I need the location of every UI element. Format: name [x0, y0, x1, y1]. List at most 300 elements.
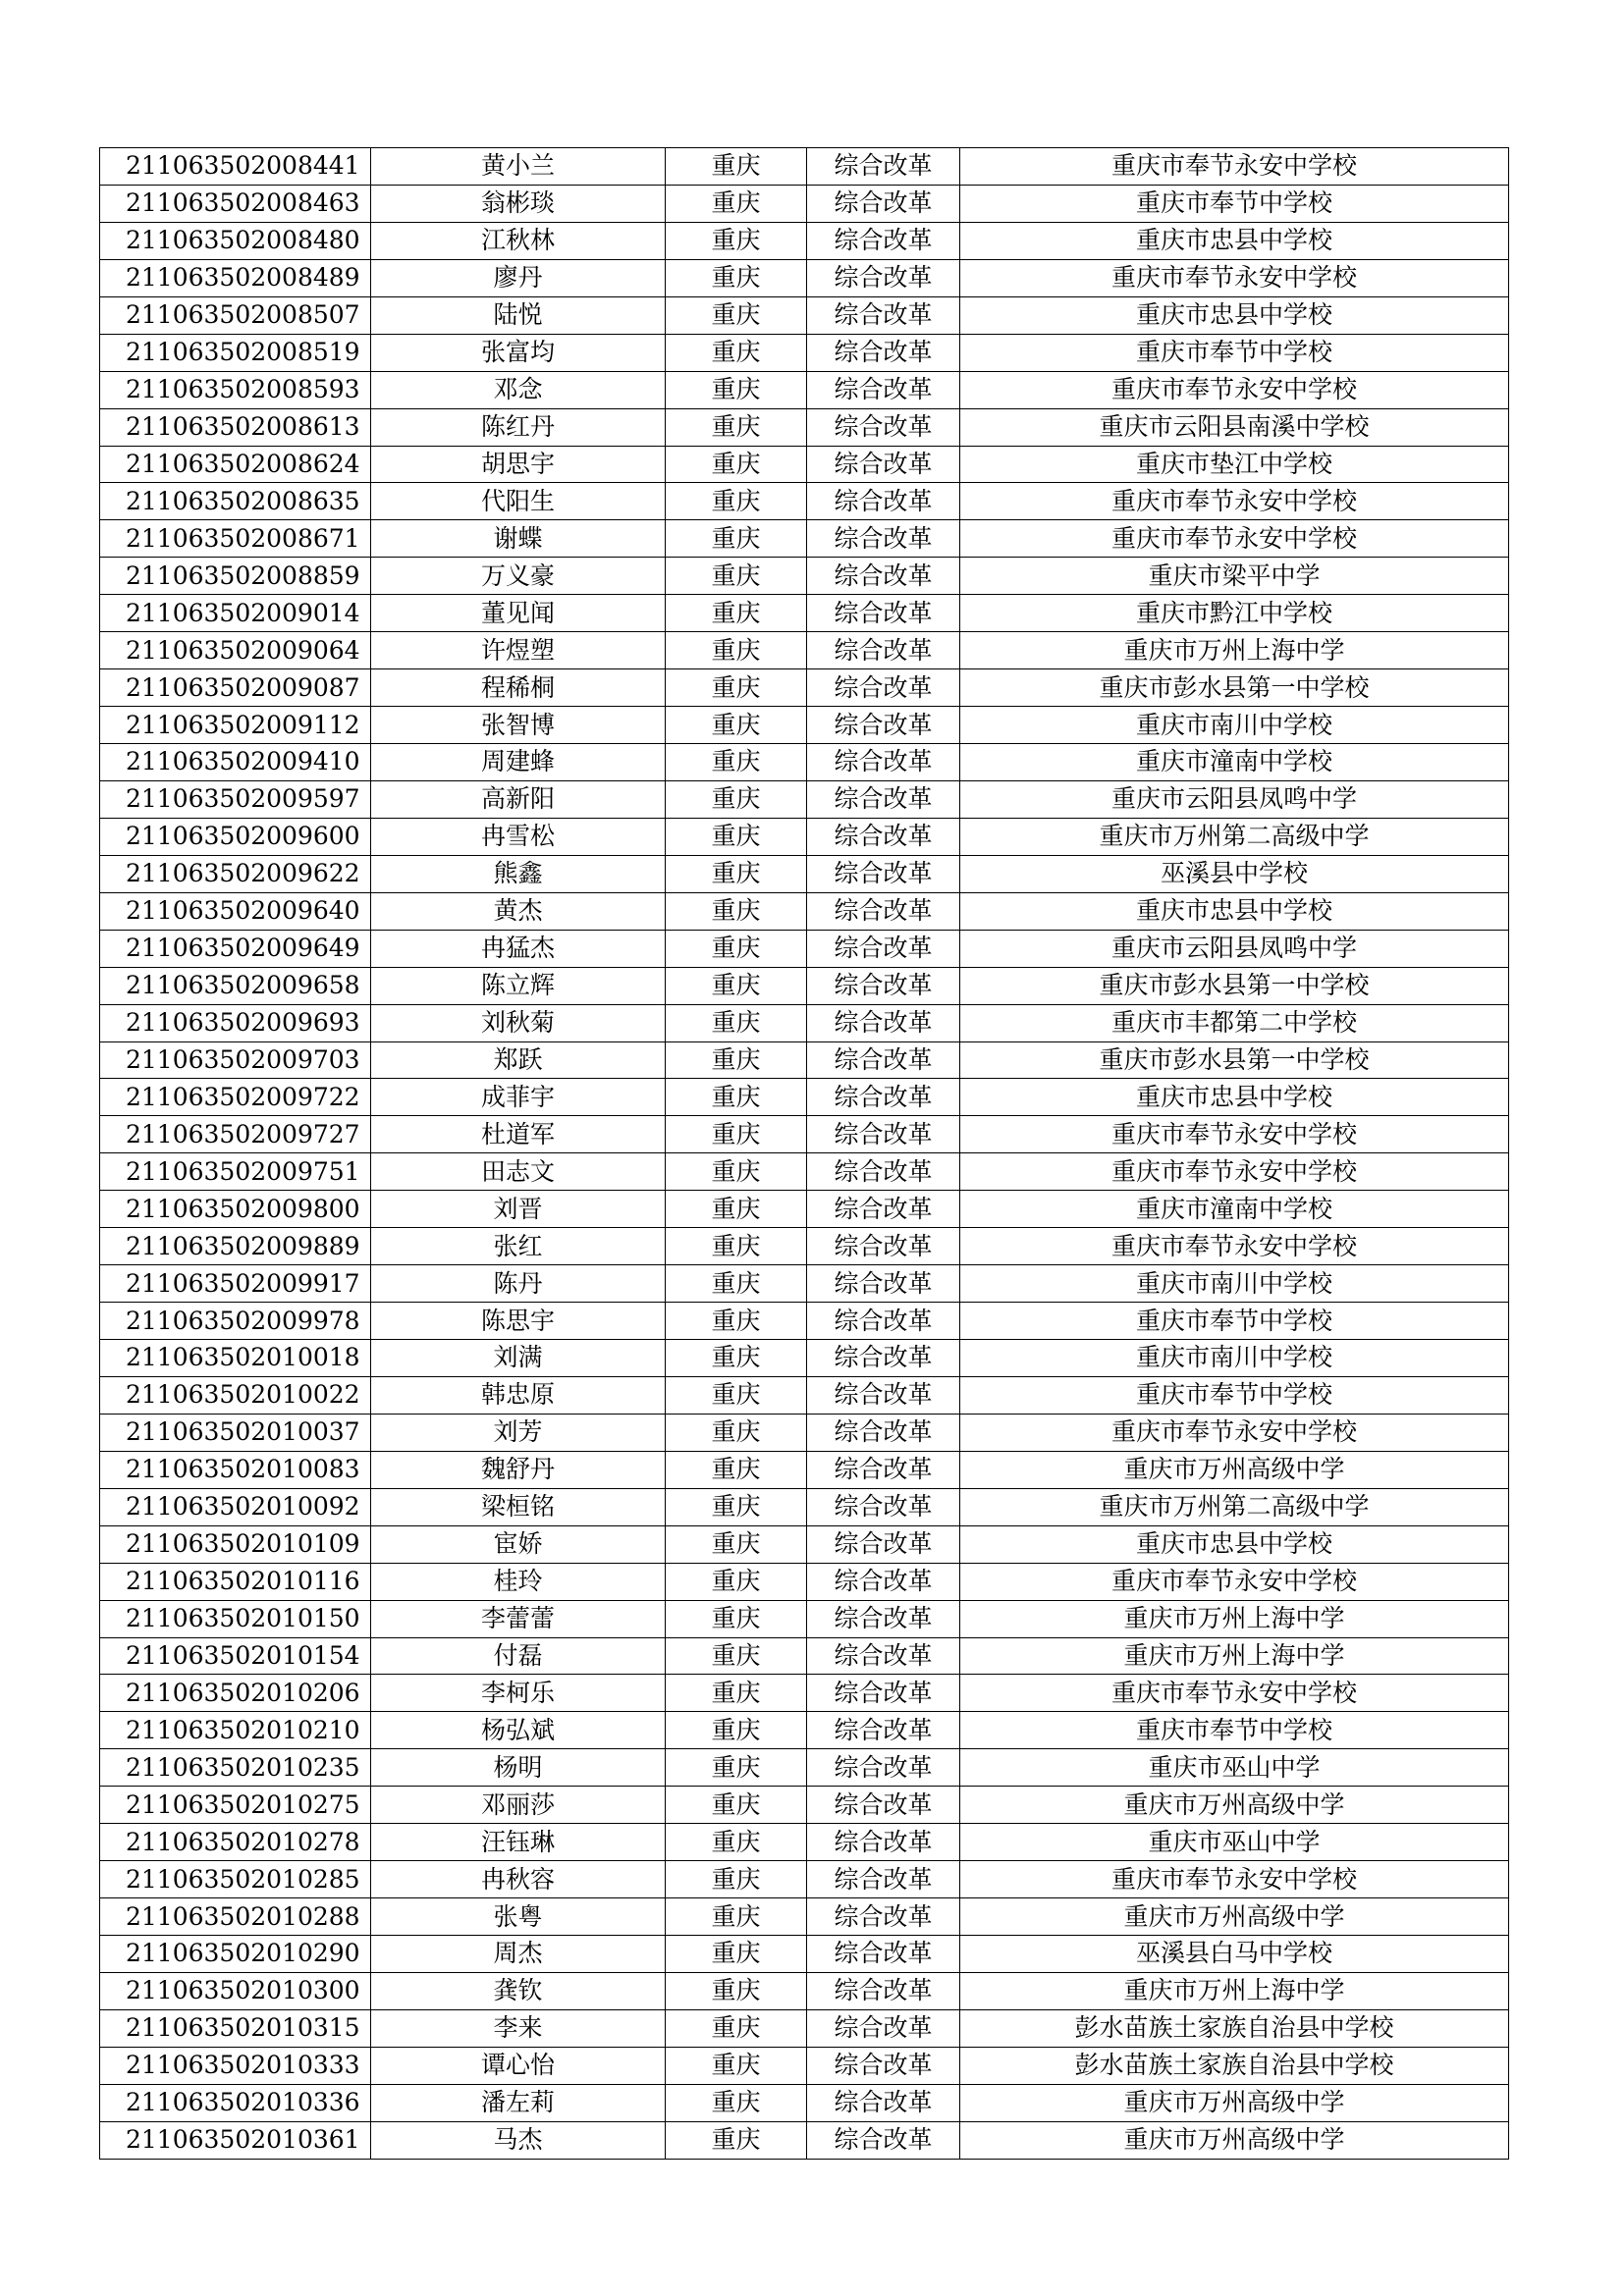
- region-cell: 重庆: [666, 1340, 807, 1377]
- name-cell: 熊鑫: [371, 855, 666, 892]
- school-cell: 巫溪县白马中学校: [960, 1936, 1509, 1973]
- name-cell: 万义豪: [371, 558, 666, 595]
- table-row: [100, 371, 1509, 408]
- table-row: [100, 1637, 1509, 1675]
- candidate-id-cell: 211063502010109: [100, 1525, 371, 1563]
- school-cell: 重庆市潼南中学校: [960, 744, 1509, 781]
- category-cell: 综合改革: [807, 2047, 960, 2084]
- region-cell: 重庆: [666, 558, 807, 595]
- region-cell: 重庆: [666, 2047, 807, 2084]
- region-cell: 重庆: [666, 1153, 807, 1191]
- region-cell: 重庆: [666, 1712, 807, 1749]
- category-cell: 综合改革: [807, 780, 960, 818]
- candidate-id-cell: 211063502008480: [100, 222, 371, 259]
- candidate-id-cell: 211063502008489: [100, 259, 371, 296]
- school-cell: 重庆市奉节永安中学校: [960, 483, 1509, 520]
- school-cell: 重庆市万州第二高级中学: [960, 1488, 1509, 1525]
- name-cell: 冉秋容: [371, 1861, 666, 1898]
- school-cell: 重庆市万州上海中学: [960, 1600, 1509, 1637]
- table-row: [100, 967, 1509, 1004]
- school-cell: 重庆市丰都第二中学校: [960, 1004, 1509, 1041]
- region-cell: 重庆: [666, 222, 807, 259]
- table-row: [100, 1488, 1509, 1525]
- candidate-id-cell: 211063502010092: [100, 1488, 371, 1525]
- school-cell: 重庆市南川中学校: [960, 707, 1509, 744]
- table-row: [100, 1265, 1509, 1303]
- region-cell: 重庆: [666, 1600, 807, 1637]
- category-cell: 综合改革: [807, 1824, 960, 1861]
- category-cell: 综合改革: [807, 1600, 960, 1637]
- name-cell: 黄小兰: [371, 148, 666, 186]
- candidate-id-cell: 211063502009622: [100, 855, 371, 892]
- candidate-id-cell: 211063502010116: [100, 1563, 371, 1600]
- region-cell: 重庆: [666, 632, 807, 669]
- region-cell: 重庆: [666, 1861, 807, 1898]
- category-cell: 综合改革: [807, 483, 960, 520]
- candidate-id-cell: 211063502010290: [100, 1936, 371, 1973]
- name-cell: 周建蜂: [371, 744, 666, 781]
- region-cell: 重庆: [666, 780, 807, 818]
- school-cell: 重庆市梁平中学: [960, 558, 1509, 595]
- candidate-id-cell: 211063502008593: [100, 371, 371, 408]
- region-cell: 重庆: [666, 1787, 807, 1824]
- school-cell: 重庆市万州高级中学: [960, 2121, 1509, 2159]
- category-cell: 综合改革: [807, 1749, 960, 1787]
- candidate-id-cell: 211063502009600: [100, 818, 371, 855]
- candidate-id-cell: 211063502009693: [100, 1004, 371, 1041]
- table-row: [100, 1972, 1509, 2009]
- region-cell: 重庆: [666, 967, 807, 1004]
- category-cell: 综合改革: [807, 1265, 960, 1303]
- category-cell: 综合改革: [807, 1787, 960, 1824]
- name-cell: 翁彬琰: [371, 185, 666, 222]
- school-cell: 重庆市奉节中学校: [960, 1376, 1509, 1414]
- category-cell: 综合改革: [807, 1191, 960, 1228]
- candidate-id-cell: 211063502010022: [100, 1376, 371, 1414]
- candidate-id-cell: 211063502009727: [100, 1116, 371, 1153]
- table-row: [100, 707, 1509, 744]
- name-cell: 冉猛杰: [371, 930, 666, 967]
- school-cell: 重庆市万州高级中学: [960, 1787, 1509, 1824]
- candidate-id-cell: 211063502010336: [100, 2084, 371, 2121]
- table-row: [100, 222, 1509, 259]
- candidate-id-cell: 211063502008507: [100, 296, 371, 334]
- category-cell: 综合改革: [807, 222, 960, 259]
- table-row: [100, 1376, 1509, 1414]
- candidate-id-cell: 211063502009640: [100, 892, 371, 930]
- region-cell: 重庆: [666, 334, 807, 371]
- category-cell: 综合改革: [807, 744, 960, 781]
- school-cell: 重庆市奉节永安中学校: [960, 1675, 1509, 1712]
- candidate-id-cell: 211063502009751: [100, 1153, 371, 1191]
- category-cell: 综合改革: [807, 259, 960, 296]
- table-row: [100, 1414, 1509, 1451]
- table-row: [100, 1228, 1509, 1265]
- name-cell: 廖丹: [371, 259, 666, 296]
- name-cell: 周杰: [371, 1936, 666, 1973]
- candidate-id-cell: 211063502009087: [100, 669, 371, 707]
- name-cell: 黄杰: [371, 892, 666, 930]
- table-row: [100, 1712, 1509, 1749]
- roster-table: [99, 147, 1509, 2160]
- candidate-id-cell: 211063502010288: [100, 1898, 371, 1936]
- candidate-id-cell: 211063502009889: [100, 1228, 371, 1265]
- region-cell: 重庆: [666, 707, 807, 744]
- table-row: [100, 2009, 1509, 2047]
- candidate-id-cell: 211063502008859: [100, 558, 371, 595]
- candidate-id-cell: 211063502010333: [100, 2047, 371, 2084]
- name-cell: 杨弘斌: [371, 1712, 666, 1749]
- table-row: [100, 1675, 1509, 1712]
- school-cell: 重庆市奉节中学校: [960, 334, 1509, 371]
- region-cell: 重庆: [666, 1004, 807, 1041]
- category-cell: 综合改革: [807, 520, 960, 558]
- category-cell: 综合改革: [807, 558, 960, 595]
- name-cell: 李柯乐: [371, 1675, 666, 1712]
- candidate-id-cell: 211063502010300: [100, 1972, 371, 2009]
- name-cell: 刘晋: [371, 1191, 666, 1228]
- candidate-id-cell: 211063502010275: [100, 1787, 371, 1824]
- region-cell: 重庆: [666, 1637, 807, 1675]
- school-cell: 重庆市彭水县第一中学校: [960, 1041, 1509, 1079]
- candidate-id-cell: 211063502008624: [100, 446, 371, 483]
- table-row: [100, 1749, 1509, 1787]
- category-cell: 综合改革: [807, 1675, 960, 1712]
- name-cell: 刘满: [371, 1340, 666, 1377]
- candidate-id-cell: 211063502008463: [100, 185, 371, 222]
- table-row: [100, 1563, 1509, 1600]
- category-cell: 综合改革: [807, 1414, 960, 1451]
- category-cell: 综合改革: [807, 148, 960, 186]
- category-cell: 综合改革: [807, 408, 960, 446]
- name-cell: 张红: [371, 1228, 666, 1265]
- table-row: [100, 818, 1509, 855]
- category-cell: 综合改革: [807, 595, 960, 632]
- category-cell: 综合改革: [807, 1228, 960, 1265]
- category-cell: 综合改革: [807, 1116, 960, 1153]
- category-cell: 综合改革: [807, 2084, 960, 2121]
- table-row: [100, 1936, 1509, 1973]
- table-row: [100, 930, 1509, 967]
- region-cell: 重庆: [666, 818, 807, 855]
- table-row: [100, 855, 1509, 892]
- school-cell: 重庆市彭水县第一中学校: [960, 967, 1509, 1004]
- table-row: [100, 595, 1509, 632]
- category-cell: 综合改革: [807, 632, 960, 669]
- school-cell: 重庆市万州上海中学: [960, 632, 1509, 669]
- school-cell: 重庆市奉节中学校: [960, 1712, 1509, 1749]
- region-cell: 重庆: [666, 1303, 807, 1340]
- name-cell: 龚钦: [371, 1972, 666, 2009]
- school-cell: 重庆市黔江中学校: [960, 595, 1509, 632]
- category-cell: 综合改革: [807, 1972, 960, 2009]
- candidate-id-cell: 211063502010210: [100, 1712, 371, 1749]
- region-cell: 重庆: [666, 1488, 807, 1525]
- name-cell: 谢蝶: [371, 520, 666, 558]
- category-cell: 综合改革: [807, 930, 960, 967]
- category-cell: 综合改革: [807, 1303, 960, 1340]
- region-cell: 重庆: [666, 520, 807, 558]
- name-cell: 陈思宇: [371, 1303, 666, 1340]
- category-cell: 综合改革: [807, 1079, 960, 1116]
- region-cell: 重庆: [666, 185, 807, 222]
- table-row: [100, 334, 1509, 371]
- table-row: [100, 1451, 1509, 1488]
- school-cell: 重庆市奉节永安中学校: [960, 371, 1509, 408]
- category-cell: 综合改革: [807, 2009, 960, 2047]
- category-cell: 综合改革: [807, 707, 960, 744]
- table-row: [100, 446, 1509, 483]
- region-cell: 重庆: [666, 1563, 807, 1600]
- name-cell: 付磊: [371, 1637, 666, 1675]
- candidate-id-cell: 211063502008613: [100, 408, 371, 446]
- candidate-id-cell: 211063502010315: [100, 2009, 371, 2047]
- table-row: [100, 1116, 1509, 1153]
- name-cell: 陈红丹: [371, 408, 666, 446]
- table-row: [100, 259, 1509, 296]
- name-cell: 杜道军: [371, 1116, 666, 1153]
- region-cell: 重庆: [666, 1191, 807, 1228]
- table-row: [100, 1303, 1509, 1340]
- table-row: [100, 408, 1509, 446]
- candidate-id-cell: 211063502008671: [100, 520, 371, 558]
- candidate-id-cell: 211063502010361: [100, 2121, 371, 2159]
- candidate-id-cell: 211063502010285: [100, 1861, 371, 1898]
- category-cell: 综合改革: [807, 334, 960, 371]
- region-cell: 重庆: [666, 930, 807, 967]
- category-cell: 综合改革: [807, 1153, 960, 1191]
- table-row: [100, 1600, 1509, 1637]
- category-cell: 综合改革: [807, 185, 960, 222]
- table-row: [100, 632, 1509, 669]
- region-cell: 重庆: [666, 2121, 807, 2159]
- region-cell: 重庆: [666, 1228, 807, 1265]
- name-cell: 邓念: [371, 371, 666, 408]
- candidate-id-cell: 211063502010235: [100, 1749, 371, 1787]
- name-cell: 郑跃: [371, 1041, 666, 1079]
- name-cell: 汪钰琳: [371, 1824, 666, 1861]
- table-row: [100, 1041, 1509, 1079]
- table-row: [100, 1898, 1509, 1936]
- name-cell: 梁桓铭: [371, 1488, 666, 1525]
- name-cell: 邓丽莎: [371, 1787, 666, 1824]
- candidate-id-cell: 211063502009112: [100, 707, 371, 744]
- school-cell: 重庆市奉节永安中学校: [960, 259, 1509, 296]
- candidate-id-cell: 211063502008519: [100, 334, 371, 371]
- candidate-id-cell: 211063502010037: [100, 1414, 371, 1451]
- table-row: [100, 1191, 1509, 1228]
- school-cell: 重庆市万州上海中学: [960, 1637, 1509, 1675]
- school-cell: 重庆市奉节永安中学校: [960, 1563, 1509, 1600]
- candidate-id-cell: 211063502010018: [100, 1340, 371, 1377]
- region-cell: 重庆: [666, 1936, 807, 1973]
- school-cell: 重庆市忠县中学校: [960, 1079, 1509, 1116]
- name-cell: 杨明: [371, 1749, 666, 1787]
- category-cell: 综合改革: [807, 296, 960, 334]
- table-row: [100, 1824, 1509, 1861]
- name-cell: 董见闻: [371, 595, 666, 632]
- region-cell: 重庆: [666, 1824, 807, 1861]
- candidate-id-cell: 211063502010150: [100, 1600, 371, 1637]
- region-cell: 重庆: [666, 669, 807, 707]
- school-cell: 重庆市南川中学校: [960, 1265, 1509, 1303]
- table-row: [100, 2121, 1509, 2159]
- region-cell: 重庆: [666, 408, 807, 446]
- category-cell: 综合改革: [807, 967, 960, 1004]
- school-cell: 重庆市奉节永安中学校: [960, 1414, 1509, 1451]
- candidate-id-cell: 211063502009800: [100, 1191, 371, 1228]
- region-cell: 重庆: [666, 371, 807, 408]
- candidate-id-cell: 211063502010154: [100, 1637, 371, 1675]
- region-cell: 重庆: [666, 595, 807, 632]
- category-cell: 综合改革: [807, 1898, 960, 1936]
- region-cell: 重庆: [666, 855, 807, 892]
- school-cell: 重庆市云阳县南溪中学校: [960, 408, 1509, 446]
- region-cell: 重庆: [666, 2009, 807, 2047]
- table-row: [100, 892, 1509, 930]
- table-row: [100, 2047, 1509, 2084]
- school-cell: 彭水苗族土家族自治县中学校: [960, 2047, 1509, 2084]
- candidate-id-cell: 211063502009014: [100, 595, 371, 632]
- school-cell: 重庆市南川中学校: [960, 1340, 1509, 1377]
- school-cell: 重庆市巫山中学: [960, 1749, 1509, 1787]
- category-cell: 综合改革: [807, 818, 960, 855]
- category-cell: 综合改革: [807, 1376, 960, 1414]
- region-cell: 重庆: [666, 1898, 807, 1936]
- name-cell: 江秋林: [371, 222, 666, 259]
- region-cell: 重庆: [666, 1451, 807, 1488]
- table-row: [100, 1004, 1509, 1041]
- candidate-id-cell: 211063502009597: [100, 780, 371, 818]
- candidate-id-cell: 211063502008635: [100, 483, 371, 520]
- region-cell: 重庆: [666, 892, 807, 930]
- school-cell: 重庆市奉节永安中学校: [960, 1228, 1509, 1265]
- school-cell: 重庆市忠县中学校: [960, 222, 1509, 259]
- region-cell: 重庆: [666, 1265, 807, 1303]
- school-cell: 重庆市万州高级中学: [960, 1898, 1509, 1936]
- name-cell: 张智博: [371, 707, 666, 744]
- region-cell: 重庆: [666, 148, 807, 186]
- school-cell: 重庆市巫山中学: [960, 1824, 1509, 1861]
- name-cell: 成菲宇: [371, 1079, 666, 1116]
- school-cell: 重庆市奉节永安中学校: [960, 1153, 1509, 1191]
- name-cell: 魏舒丹: [371, 1451, 666, 1488]
- name-cell: 代阳生: [371, 483, 666, 520]
- region-cell: 重庆: [666, 744, 807, 781]
- table-row: [100, 1153, 1509, 1191]
- school-cell: 重庆市奉节中学校: [960, 1303, 1509, 1340]
- region-cell: 重庆: [666, 446, 807, 483]
- school-cell: 重庆市奉节永安中学校: [960, 520, 1509, 558]
- category-cell: 综合改革: [807, 1004, 960, 1041]
- table-row: [100, 1787, 1509, 1824]
- school-cell: 重庆市云阳县凤鸣中学: [960, 780, 1509, 818]
- name-cell: 高新阳: [371, 780, 666, 818]
- name-cell: 程稀桐: [371, 669, 666, 707]
- candidate-id-cell: 211063502010083: [100, 1451, 371, 1488]
- region-cell: 重庆: [666, 1675, 807, 1712]
- region-cell: 重庆: [666, 1079, 807, 1116]
- category-cell: 综合改革: [807, 855, 960, 892]
- name-cell: 陈丹: [371, 1265, 666, 1303]
- name-cell: 陆悦: [371, 296, 666, 334]
- category-cell: 综合改革: [807, 669, 960, 707]
- name-cell: 桂玲: [371, 1563, 666, 1600]
- school-cell: 重庆市云阳县凤鸣中学: [960, 930, 1509, 967]
- name-cell: 许煜塑: [371, 632, 666, 669]
- region-cell: 重庆: [666, 1972, 807, 2009]
- category-cell: 综合改革: [807, 892, 960, 930]
- table-row: [100, 296, 1509, 334]
- category-cell: 综合改革: [807, 1861, 960, 1898]
- school-cell: 重庆市奉节永安中学校: [960, 1116, 1509, 1153]
- region-cell: 重庆: [666, 259, 807, 296]
- name-cell: 李蕾蕾: [371, 1600, 666, 1637]
- category-cell: 综合改革: [807, 1488, 960, 1525]
- table-row: [100, 744, 1509, 781]
- table-row: [100, 780, 1509, 818]
- region-cell: 重庆: [666, 1116, 807, 1153]
- school-cell: 巫溪县中学校: [960, 855, 1509, 892]
- region-cell: 重庆: [666, 296, 807, 334]
- region-cell: 重庆: [666, 1376, 807, 1414]
- category-cell: 综合改革: [807, 2121, 960, 2159]
- roster-body: [100, 148, 1509, 2160]
- school-cell: 重庆市万州高级中学: [960, 1451, 1509, 1488]
- region-cell: 重庆: [666, 1525, 807, 1563]
- category-cell: 综合改革: [807, 1712, 960, 1749]
- school-cell: 重庆市忠县中学校: [960, 892, 1509, 930]
- table-row: [100, 483, 1509, 520]
- candidate-id-cell: 211063502009978: [100, 1303, 371, 1340]
- table-row: [100, 1861, 1509, 1898]
- category-cell: 综合改革: [807, 1340, 960, 1377]
- candidate-id-cell: 211063502009410: [100, 744, 371, 781]
- candidate-id-cell: 211063502010278: [100, 1824, 371, 1861]
- table-row: [100, 558, 1509, 595]
- school-cell: 重庆市万州高级中学: [960, 2084, 1509, 2121]
- category-cell: 综合改革: [807, 1041, 960, 1079]
- name-cell: 潘左莉: [371, 2084, 666, 2121]
- table-row: [100, 2084, 1509, 2121]
- name-cell: 冉雪松: [371, 818, 666, 855]
- region-cell: 重庆: [666, 1041, 807, 1079]
- name-cell: 田志文: [371, 1153, 666, 1191]
- table-row: [100, 1079, 1509, 1116]
- school-cell: 重庆市奉节永安中学校: [960, 148, 1509, 186]
- name-cell: 张富均: [371, 334, 666, 371]
- candidate-id-cell: 211063502009703: [100, 1041, 371, 1079]
- table-row: [100, 185, 1509, 222]
- name-cell: 刘秋菊: [371, 1004, 666, 1041]
- candidate-id-cell: 211063502009722: [100, 1079, 371, 1116]
- school-cell: 重庆市忠县中学校: [960, 1525, 1509, 1563]
- category-cell: 综合改革: [807, 1563, 960, 1600]
- name-cell: 张粤: [371, 1898, 666, 1936]
- name-cell: 马杰: [371, 2121, 666, 2159]
- table-row: [100, 520, 1509, 558]
- school-cell: 重庆市潼南中学校: [960, 1191, 1509, 1228]
- school-cell: 重庆市万州第二高级中学: [960, 818, 1509, 855]
- candidate-id-cell: 211063502009064: [100, 632, 371, 669]
- table-row: [100, 148, 1509, 186]
- table-row: [100, 1340, 1509, 1377]
- category-cell: 综合改革: [807, 1637, 960, 1675]
- name-cell: 谭心怡: [371, 2047, 666, 2084]
- name-cell: 刘芳: [371, 1414, 666, 1451]
- region-cell: 重庆: [666, 1414, 807, 1451]
- candidate-id-cell: 211063502010206: [100, 1675, 371, 1712]
